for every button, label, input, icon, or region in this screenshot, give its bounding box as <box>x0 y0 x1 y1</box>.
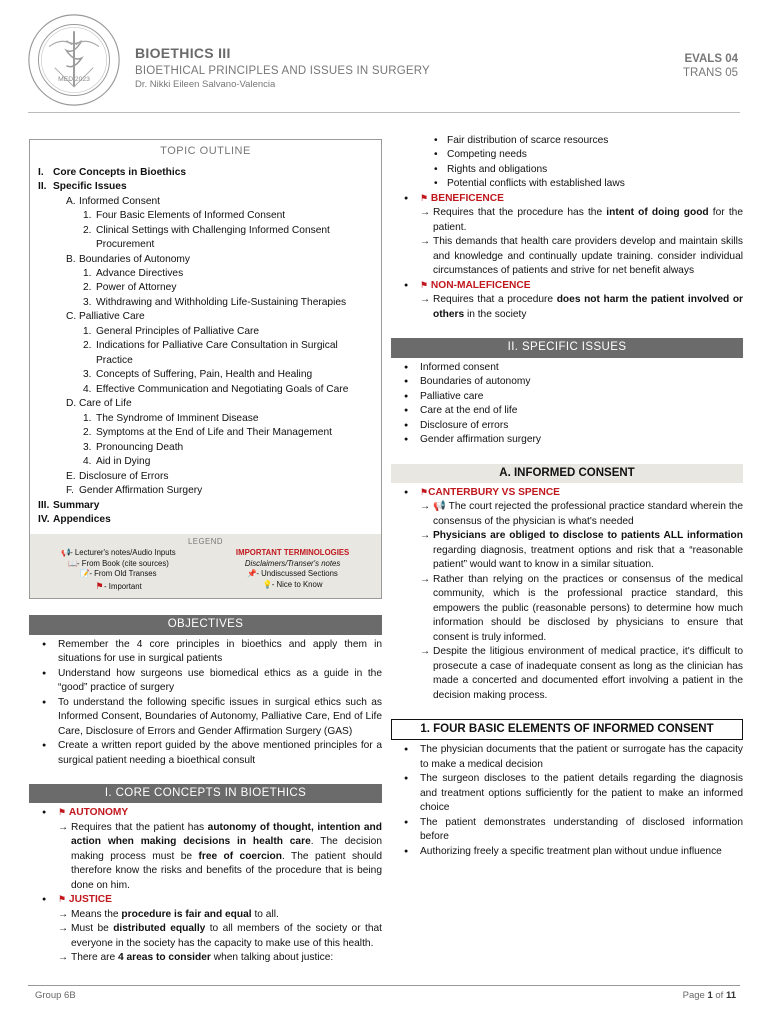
justice-areas-list <box>391 134 743 192</box>
outline-item-label: Summary <box>53 499 100 511</box>
objective-item: ● Remember the 4 core principles in bioethics and apply them in situations for use in surgical patients <box>29 638 382 667</box>
beneficence-detail-1: → Requires that the procedure has the intent of doing good for the patient. <box>420 207 743 233</box>
lecturer-name: Dr. Nikki Eileen Salvano-Valencia <box>135 79 276 90</box>
justice-area-item: • Rights and obligations <box>391 163 743 177</box>
book-icon: 📖 <box>67 558 78 568</box>
evals-trans-label <box>683 52 738 81</box>
outline-item-number: 3. <box>83 441 92 453</box>
element-item: ● Authorizing freely a specific treatment plan without undue influence <box>391 845 743 859</box>
beneficence-detail-2: → This demands that health care providers develop and maintain skills and knowledge and continually update training. consider individual circumstances of patients and strive for net benefit always <box>420 236 743 277</box>
legend-left <box>38 548 199 592</box>
specific-issues-heading: II. SPECIFIC ISSUES <box>391 338 743 357</box>
outline-item <box>38 412 373 426</box>
topic-outline-title: TOPIC OUTLINE <box>160 145 251 157</box>
justice-detail-2: → Must be distributed equally to all members of the society or that everyone in the society has the capacity to make use of this health. <box>58 923 382 949</box>
objective-item: ● To understand the following specific issues in surgical ethics such as Informed Consent, Boundaries of Autonomy, Palliative Care, End of Life Care, Disclosure of Errors and Gender Affirmation Surgery (GAS) <box>29 696 382 739</box>
four-elements-list <box>391 743 743 859</box>
outline-item <box>38 441 373 455</box>
outline-item-number: 2. <box>83 224 92 236</box>
core-concepts-heading: I. CORE CONCEPTS IN BIOETHICS <box>29 784 382 803</box>
legend-book: 📖- From Book (cite sources) <box>67 558 169 568</box>
outline-item-label: Informed Consent <box>79 195 160 207</box>
autonomy-item: ● ⚑ AUTONOMY <box>29 806 382 820</box>
outline-item-number: I. <box>38 166 44 178</box>
outline-item-number: C. <box>66 311 77 323</box>
outline-item <box>38 224 373 253</box>
canterbury-item: ● ⚑CANTERBURY VS SPENCE <box>391 486 743 500</box>
outline-item-label: Gender Affirmation Surgery <box>79 485 203 497</box>
outline-item-label: Specific Issues <box>53 181 127 193</box>
outline-item-number: 1. <box>83 268 92 279</box>
outline-item-label: Concepts of Suffering, Pain, Health and Healing <box>96 369 313 381</box>
outline-item <box>38 513 373 527</box>
course-title: BIOETHICS III <box>135 45 231 61</box>
outline-item-number: 2. <box>83 340 92 352</box>
legend-box <box>30 534 381 599</box>
outline-item <box>38 166 373 180</box>
outline-item-number: B. <box>66 253 76 265</box>
megaphone-icon: 📢 <box>61 548 71 558</box>
outline-item-number: 2. <box>83 427 92 439</box>
legend-old-transes: 📝- From Old Transes <box>80 569 157 579</box>
college-seal-icon <box>26 12 122 108</box>
specific-issue-item: ● Boundaries of autonomy <box>391 375 743 389</box>
outline-item-label: Symptoms at the End of Life and Their Management <box>96 427 332 439</box>
informed-consent-heading: A. INFORMED CONSENT <box>391 464 743 483</box>
specific-issue-item: ● Informed consent <box>391 361 743 375</box>
specific-issue-item: ● Disclosure of errors <box>391 419 743 433</box>
outline-item-label: Care of Life <box>79 398 132 410</box>
outline-item <box>38 267 373 281</box>
legend-undiscussed: 📌- Undiscussed Sections <box>247 569 338 579</box>
outline-item-label: Pronouncing Death <box>96 441 184 453</box>
outline-item-number: 1. <box>83 325 92 337</box>
legend-disclaimers: Disclaimers/Transer's notes <box>244 558 341 568</box>
outline-item-label: Advance Directives <box>96 268 184 279</box>
outline-item-label: Four Basic Elements of Informed Consent <box>96 210 286 222</box>
outline-item-label: Core Concepts in Bioethics <box>53 166 187 178</box>
justice-area-item: • Competing needs <box>391 148 743 162</box>
outline-item <box>38 368 373 382</box>
outline-item <box>38 310 373 324</box>
outline-item-number: 4. <box>83 456 92 468</box>
flag-icon: ⚑ <box>95 580 104 591</box>
outline-item <box>38 426 373 440</box>
outline-item-label: Effective Communication and Negotiating Goals of Care <box>96 383 349 395</box>
canterbury-detail-1: → 📢 The court rejected the professional practice standard wherein the consensus of the physician is what's needed <box>420 501 743 527</box>
evals-number: EVALS 04 <box>684 53 738 65</box>
outline-item <box>38 339 373 368</box>
nonmaleficence-detail: → Requires that a procedure does not harm the patient involved or others in the society <box>420 294 744 320</box>
outline-item-number: E. <box>66 470 76 482</box>
justice-detail-3: → There are 4 areas to consider when talking about justice: <box>58 952 334 964</box>
outline-item <box>38 484 373 498</box>
objectives-list <box>29 638 382 768</box>
outline-item <box>38 455 373 469</box>
flag-icon: ⚑ <box>58 894 67 905</box>
outline-item-number: D. <box>66 398 77 410</box>
outline-item <box>38 281 373 295</box>
outline-item <box>38 253 373 267</box>
legend-terminologies: IMPORTANT TERMINOLOGIES <box>235 548 350 558</box>
right-column <box>391 134 743 859</box>
legend-title: LEGEND <box>187 536 224 546</box>
objectives-heading: OBJECTIVES <box>29 615 382 634</box>
outline-item-label: General Principles of Palliative Care <box>96 325 260 337</box>
outline-item-number: 3. <box>83 369 92 381</box>
justice-item: ● ⚑ JUSTICE <box>29 893 382 907</box>
specific-issue-item: ● Gender affirmation surgery <box>391 433 743 447</box>
outline-item-number: 4. <box>83 383 92 395</box>
footer-divider <box>28 985 740 986</box>
outline-item <box>38 195 373 209</box>
outline-item-label: Appendices <box>53 514 111 526</box>
outline-item <box>38 470 373 484</box>
flag-icon: ⚑ <box>420 486 429 497</box>
element-item: ● The patient demonstrates understanding of disclosed information before <box>391 816 743 845</box>
group-label: Group 6B <box>35 990 76 1001</box>
flag-icon: ⚑ <box>420 279 429 290</box>
outline-item <box>38 325 373 339</box>
flag-icon: ⚑ <box>58 807 67 818</box>
outline-item <box>38 296 373 310</box>
outline-item-label: Power of Attorney <box>96 282 177 294</box>
outline-item-label: Clinical Settings with Challenging Informed Consent Procurement <box>96 224 330 251</box>
lightbulb-icon: 💡 <box>262 579 273 589</box>
element-item: ● The surgeon discloses to the patient details regarding the diagnosis and treatment options sufficiently for the patient to make an informed choice <box>391 772 743 815</box>
nonmaleficence-item: ● ⚑ NON-MALEFICENCE <box>391 279 743 293</box>
legend-lecturer: 📢- Lecturer's notes/Audio Inputs <box>61 548 176 558</box>
beneficence-item: ● ⚑ BENEFICENCE <box>391 192 743 206</box>
header-divider <box>28 112 740 113</box>
element-item: ● The physician documents that the patient or surrogate has the capacity to make a medical decision <box>391 743 743 772</box>
objective-item: ● Understand how surgeons use biomedical ethics as a guide in the “good” practice of surgery <box>29 667 382 696</box>
justice-detail-1: → Means the procedure is fair and equal to all. <box>58 908 279 920</box>
outline-item <box>38 180 373 194</box>
left-column <box>29 139 382 966</box>
justice-area-item: • Potential conflicts with established laws <box>391 177 743 191</box>
outline-item-number: 3. <box>83 296 92 308</box>
outline-item-label: The Syndrome of Imminent Disease <box>96 412 259 424</box>
outline-item-number: III. <box>38 499 50 511</box>
outline-item-number: 1. <box>83 210 92 222</box>
outline-item <box>38 397 373 411</box>
lecture-title: BIOETHICAL PRINCIPLES AND ISSUES IN SURGERY <box>135 65 430 77</box>
outline-item-number: IV. <box>38 514 50 526</box>
outline-item-label: Aid in Dying <box>96 456 151 468</box>
svg-text:MED 2023: MED 2023 <box>58 76 90 84</box>
legend-nice: 💡- Nice to Know <box>262 579 323 589</box>
four-elements-heading: 1. FOUR BASIC ELEMENTS OF INFORMED CONSENT <box>391 719 743 740</box>
outline-item-label: Disclosure of Errors <box>79 470 169 482</box>
legend-right <box>212 548 373 592</box>
specific-issue-item: ● Palliative care <box>391 390 743 404</box>
outline-item <box>38 499 373 513</box>
pushpin-icon: 📌 <box>247 569 258 579</box>
outline-item-number: F. <box>66 485 74 497</box>
objective-item: ● Create a written report guided by the above mentioned principles for a surgical patient needing a bioethical consult <box>29 739 382 768</box>
flag-icon: ⚑ <box>420 192 429 203</box>
outline-item-number: 2. <box>83 282 92 294</box>
outline-item-label: Palliative Care <box>79 311 145 323</box>
canterbury-detail-2: → Physicians are obliged to disclose to patients ALL information regarding diagnosis, treatment options and risk that a “reasonable patient” would want to know in a similar situation. <box>420 530 743 571</box>
specific-issue-item: ● Care at the end of life <box>391 404 743 418</box>
outline-item-number: II. <box>38 181 47 193</box>
outline-item-number: 1. <box>83 412 92 424</box>
topic-outline-list <box>38 166 373 528</box>
outline-item <box>38 383 373 397</box>
page-number: Page 1 of 11 <box>682 990 736 1001</box>
outline-item-label: Boundaries of Autonomy <box>79 253 191 265</box>
justice-area-item: • Fair distribution of scarce resources <box>391 134 743 148</box>
outline-item-label: Indications for Palliative Care Consultation in Surgical Practice <box>96 340 338 366</box>
page-header <box>0 0 768 104</box>
topic-outline-box <box>29 139 382 599</box>
legend-important: ⚑- Important <box>95 580 142 591</box>
memo-icon: 📝 <box>80 569 91 579</box>
outline-item-number: A. <box>66 195 76 207</box>
autonomy-detail: → Requires that the patient has autonomy of thought, intention and action when making decisions in health care. The decision making process must be free of coercion. The patient should therefore know the risks and benefits of the procedure that is being done on him. <box>58 821 382 891</box>
canterbury-detail-4: → Despite the litigious environment of medical practice, it's difficult to prosecute a case of inadequate consent as long as the clinician has made a concerted and documented effort involving a patient in the decision making process. <box>420 646 743 701</box>
outline-item-label: Withdrawing and Withholding Life-Sustaining Therapies <box>96 296 347 308</box>
specific-issues-list <box>391 361 743 448</box>
trans-number: TRANS 05 <box>683 67 738 80</box>
canterbury-detail-3: → Rather than relying on the practices or consensus of the medical community, which is the professional practice standard, this empowers the public (reasonable persons) to determine how much information should be disclosed by physicians to ensure that consent is truly informed. <box>420 573 743 643</box>
megaphone-icon: 📢 <box>433 501 446 513</box>
outline-item <box>38 209 373 223</box>
